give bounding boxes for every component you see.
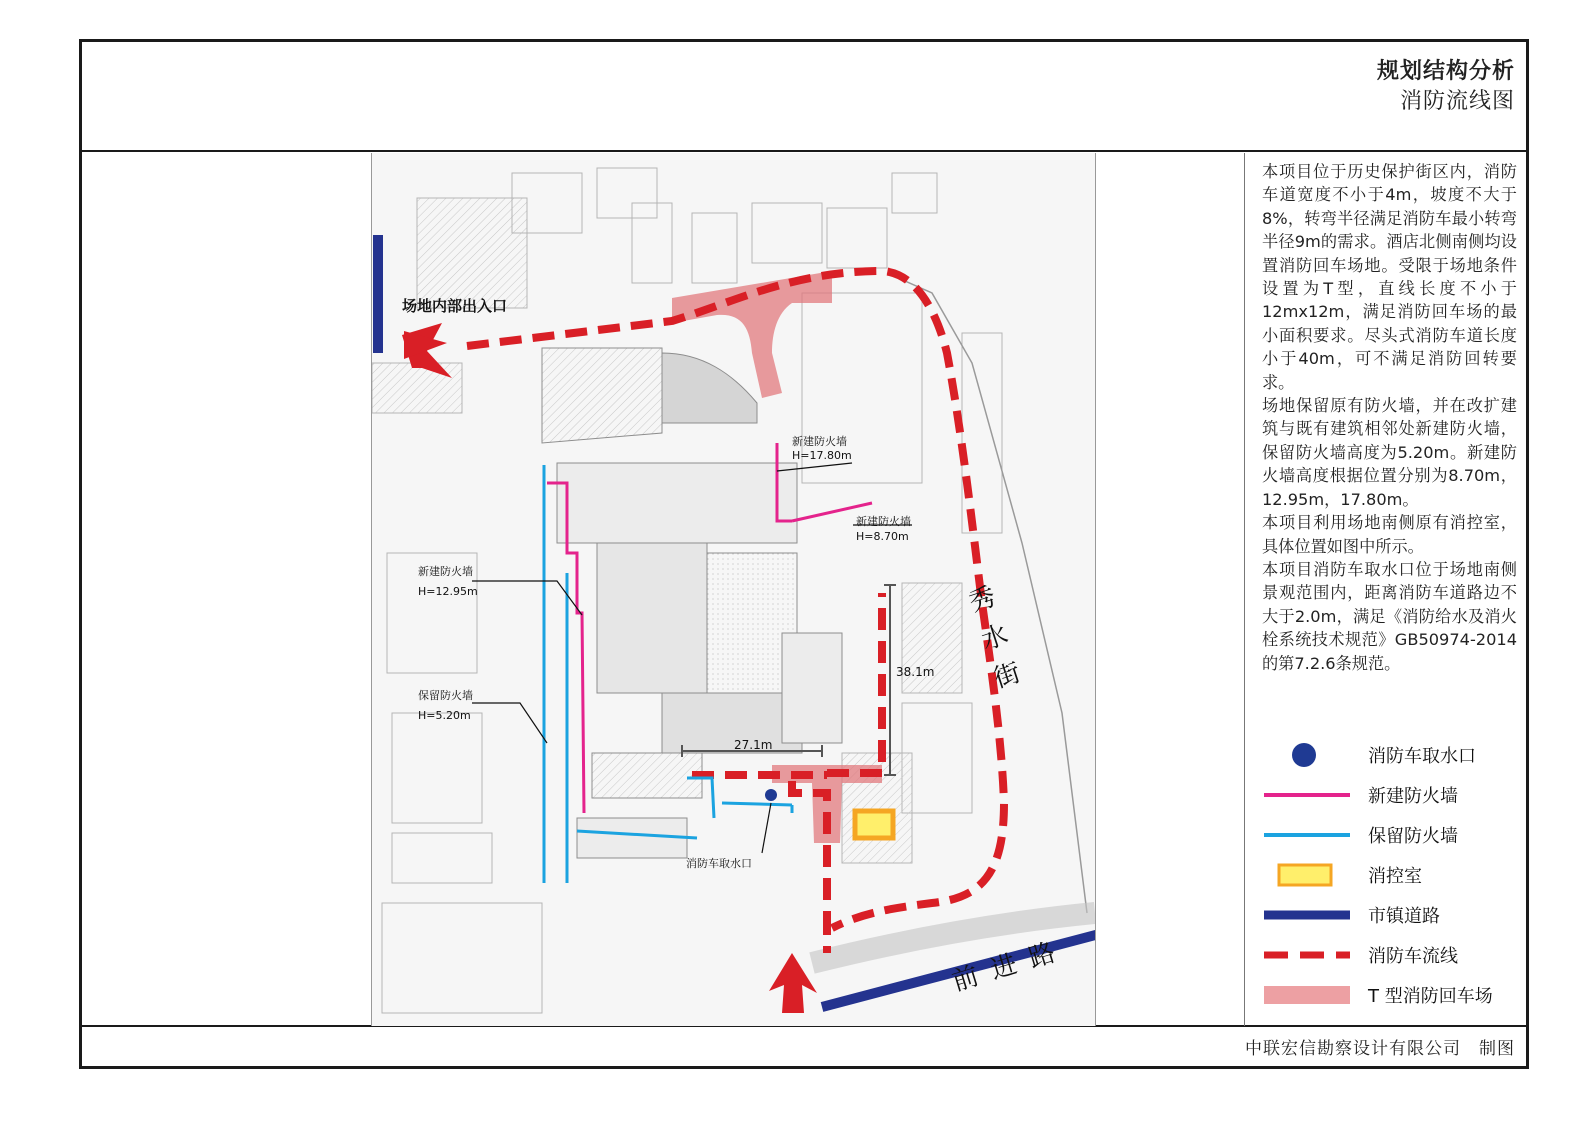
entry-label: 场地内部出入口 [402,297,508,315]
legend-label: 新建防火墙 [1368,786,1458,807]
turnaround-icon [1262,983,1352,1007]
legend-item-fire-lane [1262,935,1517,975]
legend-item-water-intake [1262,735,1517,775]
street-east-label: 秀水街 [965,581,1025,695]
firewall-new-2-height: H=8.70m [856,530,909,543]
description-paragraph: 本项目利用场地南侧原有消控室，具体位置如图中所示。 [1262,513,1517,556]
legend [1262,735,1517,1015]
legend-item-retained-firewall [1262,815,1517,855]
description-paragraph: 本项目消防车取水口位于场地南侧景观范围内，距离消防车道路边不大于2.0m，满足《消防给水及消火栓系统技术规范》GB50974-2014的第7.2.6条规范。 [1262,559,1517,673]
project-description [1262,160,1517,675]
firewall-new-1-name: 新建防火墙 [792,435,847,448]
dimension-lines [682,585,896,775]
firewall-new-1-height: H=17.80m [792,449,852,462]
label-leaders [472,463,912,853]
fire-control-room [855,811,893,838]
water-intake-label: 消防车取水口 [686,857,752,870]
firewall-keep-name: 保留防火墙 [418,689,473,702]
dimension-vertical-label: 38.1m [896,665,935,679]
page-subtitle: 消防流线图 [1399,89,1515,114]
new-firewall-lines [547,443,872,813]
legend-label: T 型消防回车场 [1368,986,1493,1007]
legend-label: 消防车取水口 [1368,746,1476,767]
water-intake-point [765,789,777,801]
fire-control-room-icon [1262,863,1352,887]
legend-label: 保留防火墙 [1368,826,1458,847]
water-intake-icon [1262,743,1352,767]
new-firewall-icon [1262,783,1352,807]
firewall-new-2-name: 新建防火墙 [856,515,911,528]
legend-item-fire-control-room [1262,855,1517,895]
dimension-horizontal-label: 27.1m [734,738,773,752]
header-divider [79,150,1529,152]
fire-lane-route [467,271,1004,953]
site-plan [371,153,1096,1026]
description-paragraph: 场地保留原有防火墙，并在改扩建筑与既有建筑相邻处新建防火墙，保留防火墙高度为5.20m。新建防火墙高度根据位置分别为8.70m，12.95m，17.80m。 [1262,396,1517,509]
t-turnaround-north [672,271,832,398]
legend-item-turnaround [1262,975,1517,1015]
firewall-new-3-name: 新建防火墙 [418,565,473,578]
legend-label: 消控室 [1368,866,1422,887]
description-paragraph: 本项目位于历史保护街区内，消防车道宽度不小于4m，坡度不大于8%，转弯半径满足消防车最小转弯半径9m的需求。酒店北侧南侧均设置消防回车场地。受限于场地条件设置为T型，直线长度不小于12mx12m，满足消防回车场的最小面积要求。尽头式消防车道长度小于40m，可不满足消防回转要求。 [1262,162,1517,392]
municipal-road-icon [1262,903,1352,927]
street-south-label: 前进路 [948,933,1073,998]
page-title: 规划结构分析 [1376,59,1515,84]
entry-arrow-west [402,323,452,378]
legend-label: 消防车流线 [1368,946,1458,967]
entry-arrow-south [769,953,817,1013]
legend-label: 市镇道路 [1368,906,1440,927]
firewall-keep-height: H=5.20m [418,709,471,722]
fire-lane-icon [1262,943,1352,967]
sidebar-divider [1244,153,1245,1026]
legend-item-new-firewall [1262,775,1517,815]
legend-item-municipal-road [1262,895,1517,935]
firewall-new-3-height: H=12.95m [418,585,478,598]
retained-firewall-icon [1262,823,1352,847]
footer-credit: 中联宏信勘察设计有限公司 制图 [1245,1039,1515,1059]
